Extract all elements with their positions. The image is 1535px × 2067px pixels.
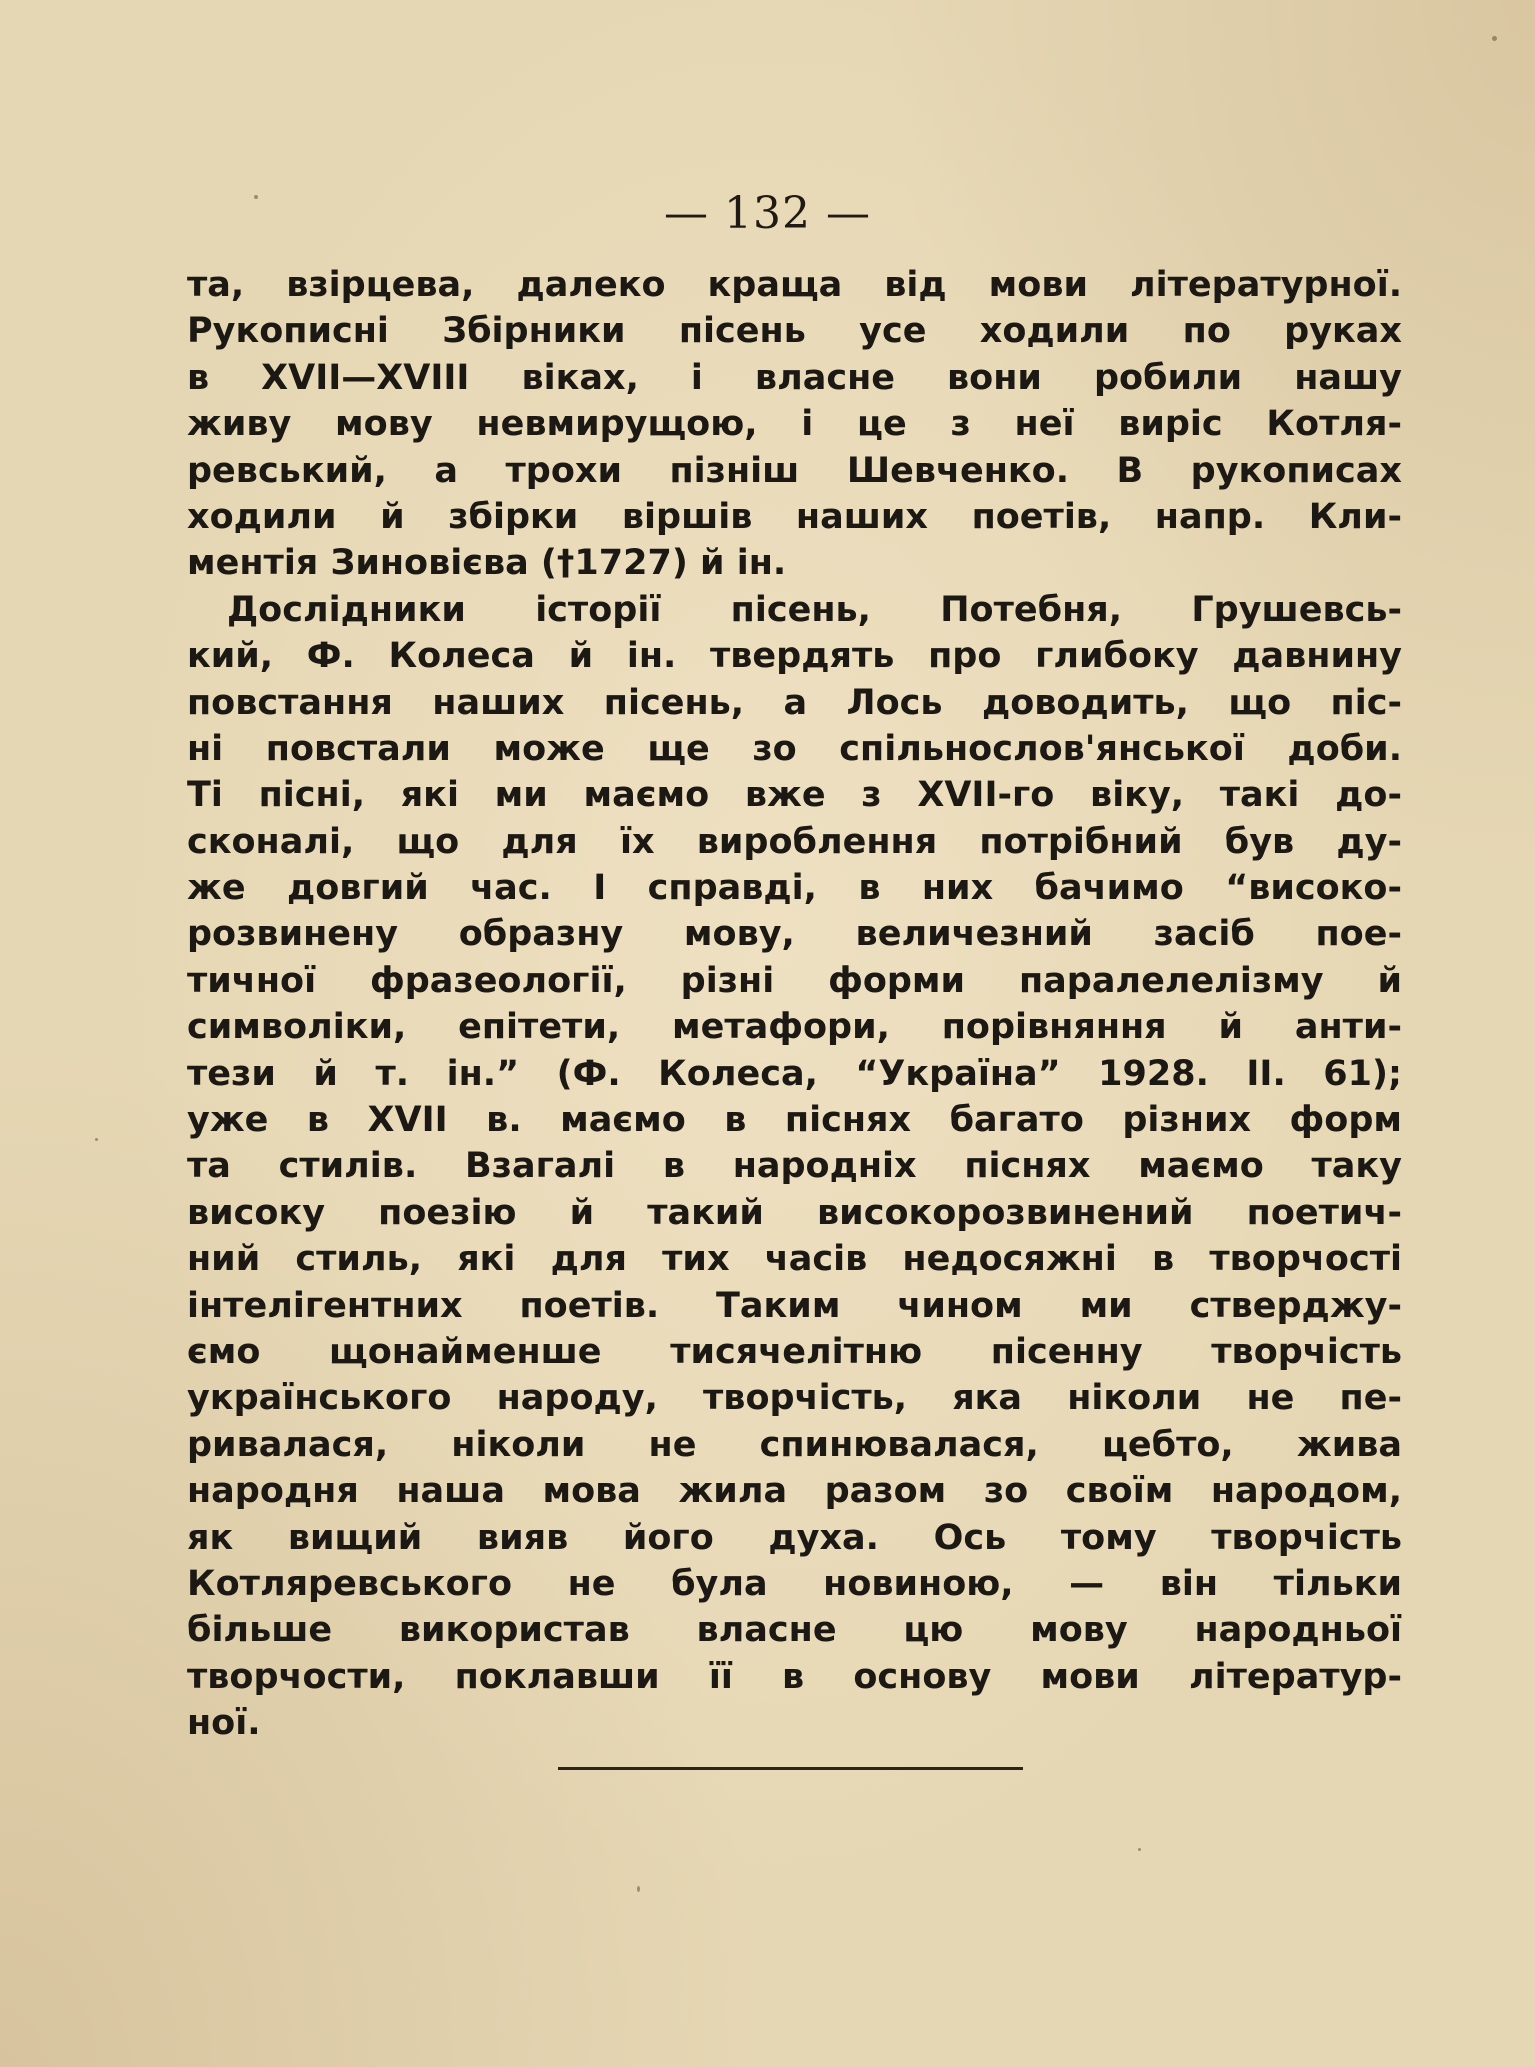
text-line: народня наша мова жила разом зо своїм народом, <box>187 1471 1402 1512</box>
paper-speck <box>1138 1848 1141 1851</box>
body-text <box>187 262 1402 1747</box>
text-line: в XVII—XVIII віках, і власне вони робили нашу <box>187 357 1402 398</box>
text-line: розвинену образну мову, величезний засіб пое- <box>187 914 1402 955</box>
text-line: високу поезію й такий високорозвинений поетич- <box>187 1192 1402 1233</box>
text-line: Дослідники історії пісень, Потебня, Грушевсь- <box>227 589 1402 630</box>
text-line: як вищий вияв його духа. Ось тому творчість <box>187 1517 1402 1558</box>
paper-speck <box>637 1886 640 1892</box>
text-line: ходили й збірки віршів наших поетів, напр. Кли- <box>187 496 1402 537</box>
text-line: інтелігентних поетів. Таким чином ми стверджу- <box>187 1285 1402 1326</box>
text-line: сконалі, що для їх вироблення потрібний був ду- <box>187 821 1402 862</box>
text-line: ревський, а трохи пізніш Шевченко. В рукописах <box>187 450 1402 491</box>
text-line: Ті пісні, які ми маємо вже з XVII-го віку, такі до- <box>187 775 1402 816</box>
text-line: уже в XVII в. маємо в піснях багато різних форм <box>187 1100 1402 1141</box>
text-line: повстання наших пісень, а Лось доводить, що піс- <box>187 682 1402 723</box>
text-line: та стилів. Взагалі в народніх піснях маємо таку <box>187 1146 1402 1187</box>
text-line: кий, Ф. Колеса й ін. твердять про глибоку давнину <box>187 636 1402 677</box>
text-line: символіки, епітети, метафори, порівняння й анти- <box>187 1007 1402 1048</box>
text-line: же довгий час. І справді, в них бачимо “високо- <box>187 868 1402 909</box>
end-rule <box>558 1767 1023 1770</box>
paper-speck <box>254 195 258 199</box>
text-line: тичної фразеології, різні форми паралелелізму й <box>187 960 1402 1001</box>
paper-speck <box>95 1138 98 1141</box>
text-line: ний стиль, які для тих часів недосяжні в творчості <box>187 1239 1402 1280</box>
text-line: Рукописні Збірники пісень усе ходили по руках <box>187 311 1402 352</box>
text-line: українського народу, творчість, яка ніколи не пе- <box>187 1378 1402 1419</box>
page-number: — 132 — <box>664 188 871 239</box>
text-line: Котляревського не була новиною, — він тільки <box>187 1563 1402 1604</box>
text-line: ні повстали може ще зо спільнослов'янської доби. <box>187 728 1402 769</box>
text-line: та, взірцева, далеко краща від мови літературної. <box>187 265 1402 305</box>
text-line: ментія Зиновієва (†1727) й ін. <box>187 543 787 584</box>
text-line: ної. <box>187 1703 261 1744</box>
text-line: ривалася, ніколи не спинювалася, цебто, жива <box>187 1424 1402 1465</box>
paper-speck <box>1492 36 1497 41</box>
text-line: живу мову невмирущою, і це з неї виріс Котля- <box>187 404 1402 445</box>
text-line: більше використав власне цю мову народньої <box>187 1610 1402 1651</box>
text-line: творчости, поклавши її в основу мови літератур- <box>187 1656 1402 1697</box>
text-line: тези й т. ін.” (Ф. Колеса, “Україна” 1928. II. 61); <box>187 1053 1402 1094</box>
text-line: ємо щонайменше тисячелітню пісенну творчість <box>187 1331 1402 1372</box>
